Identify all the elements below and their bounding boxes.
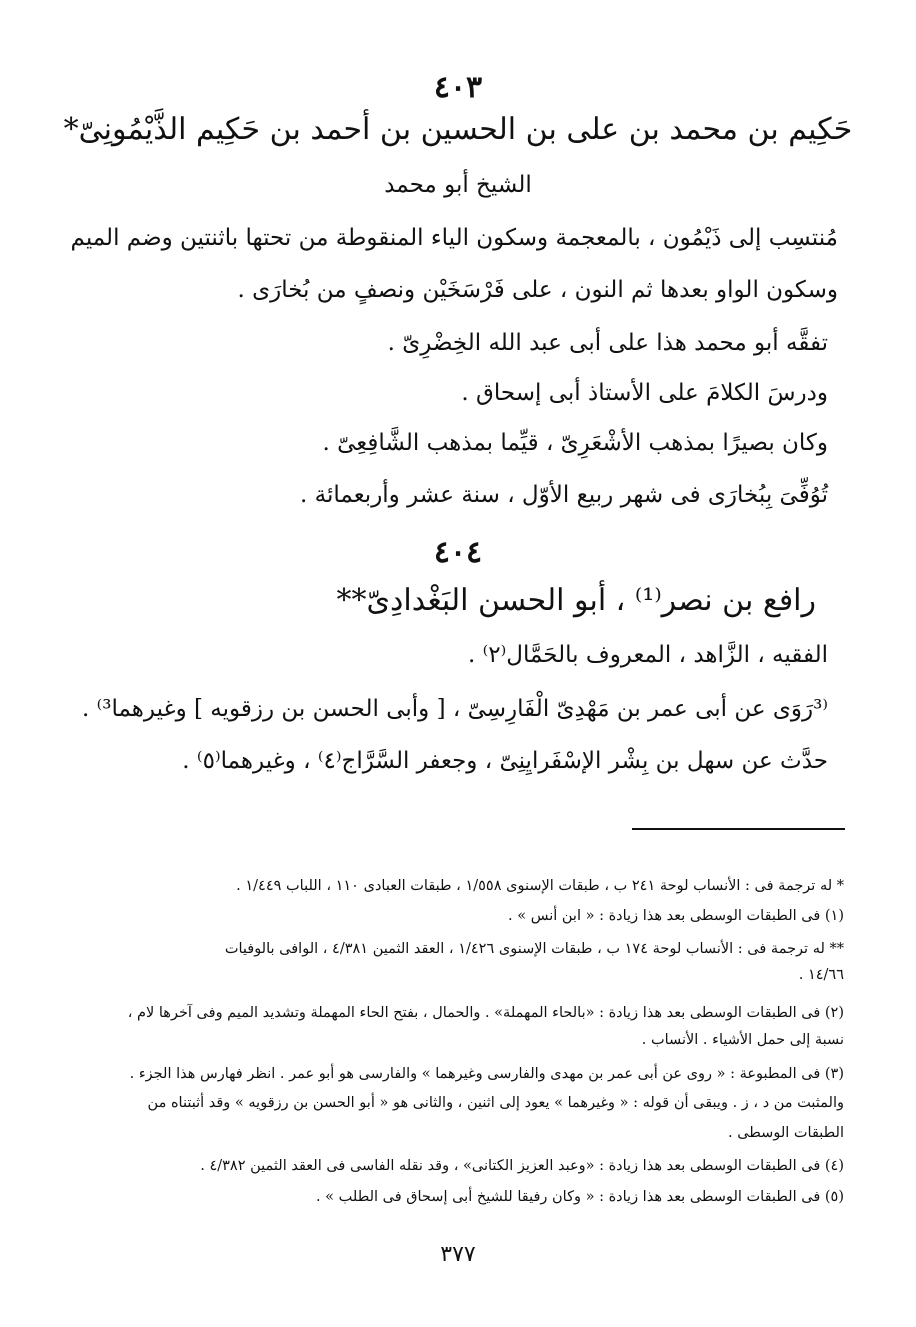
entry-number-403: ٤٠٣: [433, 70, 483, 105]
footnote-line: ** له ترجمة فى : الأنساب لوحة ١٧٤ ب ، طبقات الإسنوى ١/٤٢٦ ، العقد الثمين ٤/٣٨١ ، الوافى بالوفيات: [224, 941, 844, 957]
entry-title-404: رافع بن نصر⁽¹⁾ ، أبو الحسن البَغْدادِىّ**: [336, 583, 816, 618]
body-line: حدَّث عن سهل بن بِشْر الإسْفَرايِنِىّ ، وجعفر السَّرَّاج⁽٤⁾ ، وغيرهما⁽٥⁾ .: [182, 748, 828, 774]
page-number: ٣٧٧: [440, 1242, 476, 1267]
footnote-line: الطبقات الوسطى .: [727, 1125, 844, 1141]
footnote-line: (٤) فى الطبقات الوسطى بعد هذا زيادة : «وعبد العزيز الكتانى» ، وقد نقله الفاسى فى العقد الثمين ٤/٣٨٢ .: [200, 1158, 844, 1174]
body-line: وسكون الواو بعدها ثم النون ، على فَرْسَخَيْن ونصفٍ من بُخارَى .: [237, 277, 838, 303]
footnote-line: * له ترجمة فى : الأنساب لوحة ٢٤١ ب ، طبقات الإسنوى ١/٥٥٨ ، طبقات العبادى ١١٠ ، اللباب ١/٤٤٩ .: [236, 878, 844, 894]
body-line: ⁽³رَوَى عن أبى عمر بن مَهْدِىّ الْفَارِسِىّ ، [ وأبى الحسن بن رزقويه ] وغيرهما³⁾ .: [81, 696, 828, 722]
body-line: وكان بصيرًا بمذهب الأشْعَرِىّ ، قيِّما بمذهب الشَّافِعِىّ .: [322, 430, 828, 456]
body-line: تفقَّه أبو محمد هذا على أبى عبد الله الخِضْرِىّ .: [387, 330, 828, 356]
footnote-line: (٣) فى المطبوعة : « روى عن أبى عمر بن مهدى والفارسى وغيرهما » والفارسى هو أبو عمر . انظر فهارس هذا الجزء .: [129, 1066, 844, 1082]
entry-title-403: حَكِيم بن محمد بن على بن الحسين بن أحمد بن حَكِيم الذَّيْمُونِىّ*: [63, 112, 853, 147]
body-line: ودرسَ الكلامَ على الأستاذ أبى إسحاق .: [461, 380, 828, 406]
entry-number-404: ٤٠٤: [433, 535, 483, 570]
footnote-line: ١٤/٦٦ .: [798, 967, 844, 983]
entry-subtitle-403: الشيخ أبو محمد: [384, 172, 532, 198]
footnote-line: نسبة إلى حمل الأشياء . الأنساب .: [641, 1032, 844, 1048]
footnote-separator: [632, 828, 845, 830]
body-line: الفقيه ، الزَّاهد ، المعروف بالحَمَّال⁽٢⁾ .: [467, 642, 828, 668]
footnote-line: (٥) فى الطبقات الوسطى بعد هذا زيادة : « وكان رفيقا للشيخ أبى إسحاق فى الطلب » .: [315, 1189, 844, 1205]
footnote-line: والمثبت من د ، ز . ويبقى أن قوله : « وغيرهما » يعود إلى اثنين ، والثانى هو « أبو الحسن بن رزقويه » وقد أثبتناه من: [147, 1095, 844, 1111]
footnote-line: (٢) فى الطبقات الوسطى بعد هذا زيادة : «بالحاء المهملة» . والحمال ، بفتح الحاء المهملة وتشديد الميم وفى آخرها لام ،: [127, 1005, 844, 1021]
body-line: تُوُفِّىَ بِبُخارَى فى شهر ربيع الأوّل ، سنة عشر وأربعمائة .: [300, 482, 828, 508]
body-line: مُنتسِب إلى ذَيْمُون ، بالمعجمة وسكون الياء المنقوطة من تحتها باثنتين وضم الميم: [70, 225, 838, 251]
footnote-line: (١) فى الطبقات الوسطى بعد هذا زيادة : « ابن أنس » .: [508, 908, 844, 924]
